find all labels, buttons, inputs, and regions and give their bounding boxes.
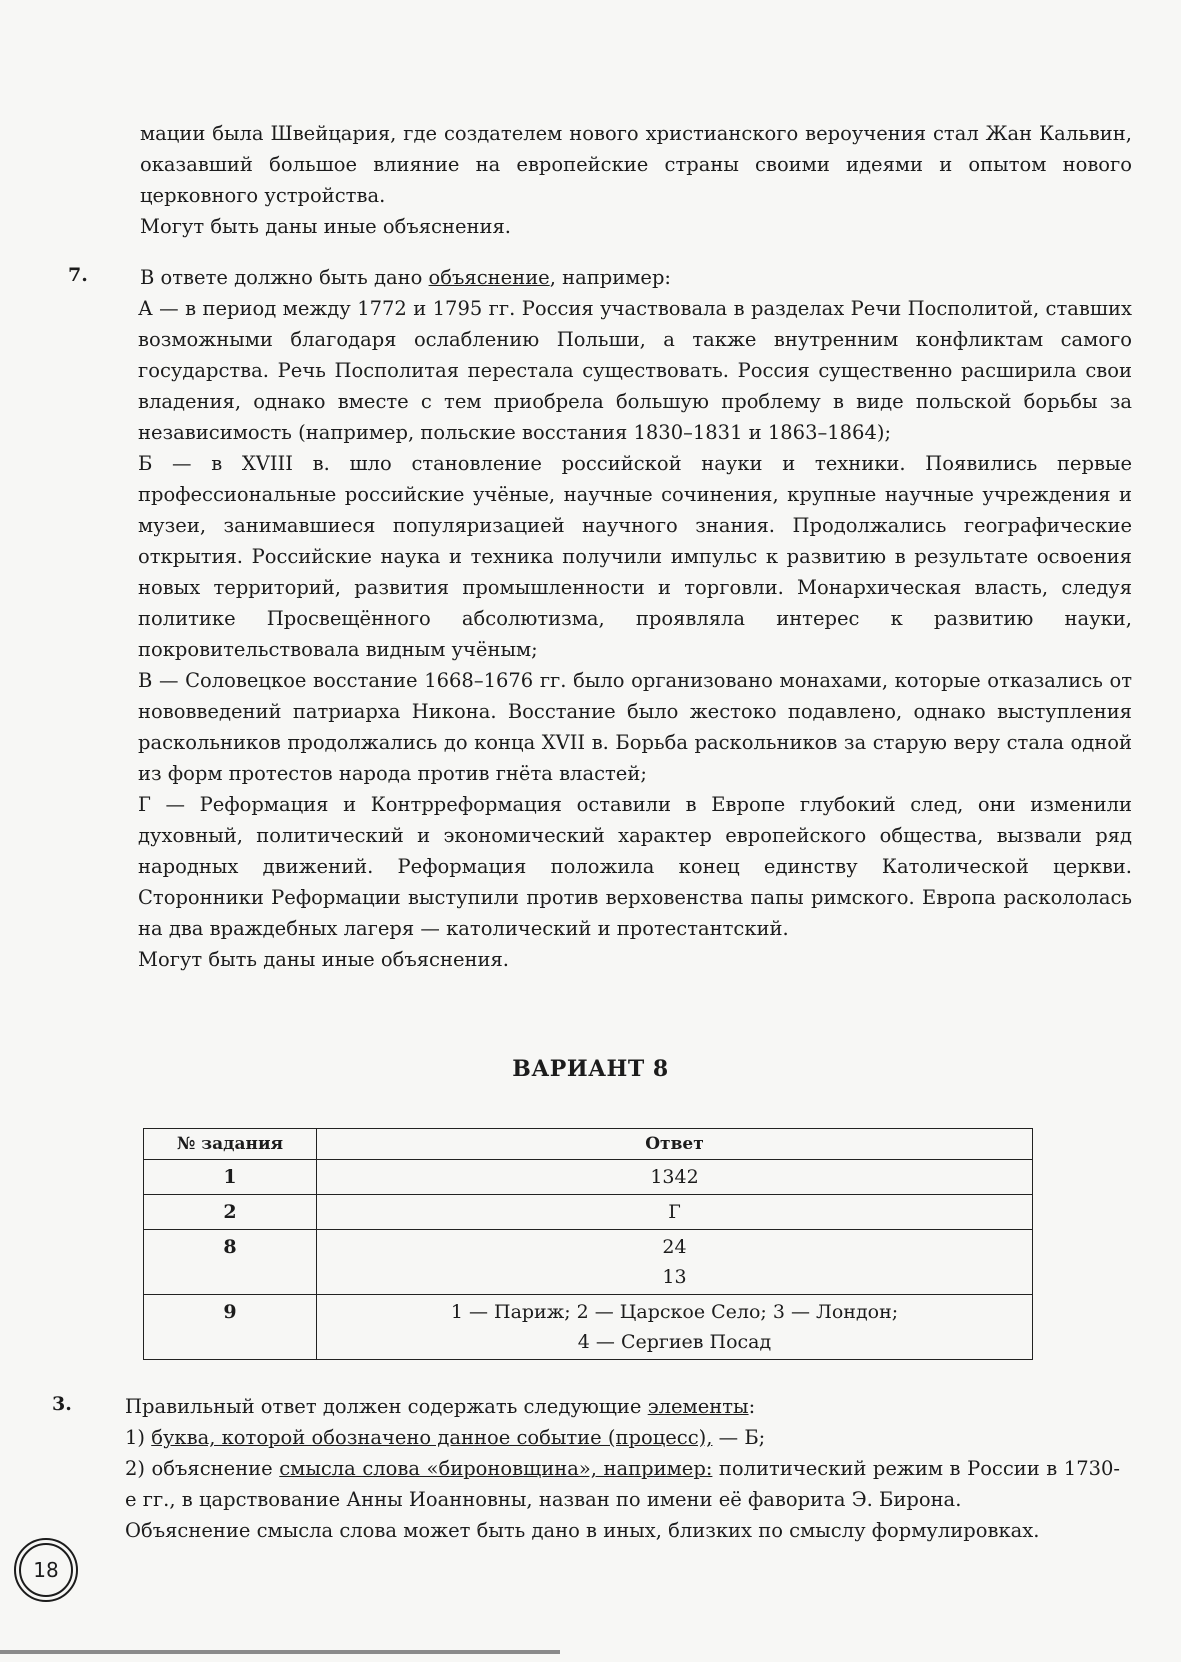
q3-note: Объяснение смысла слова может быть дано в иных, близких по смыслу формулировках. bbox=[125, 1519, 1040, 1542]
q3-element-2: 2) объяснение смысла слова «бироновщина», например: политический режим в России в 1730-е гг., в царствование Анны Иоанновны, назван по имени её фаворита Э. Бирона. bbox=[125, 1457, 1121, 1511]
answer-line: 13 bbox=[662, 1266, 687, 1288]
table-row bbox=[144, 1295, 1033, 1360]
q7-item-g: Г — Реформация и Контрреформация оставили в Европе глубокий след, они изменили духовный, политический и экономический характер европейского общества, вызвали ряд народных движений. Реформация положила конец единству Католической церкви. Сторонники Реформации выступили против верховенства папы римского. Европа раскололась на два враждебных лагеря — католический и протестантский. bbox=[138, 793, 1132, 940]
table-row bbox=[144, 1195, 1033, 1230]
col-answer-header: Ответ bbox=[317, 1129, 1033, 1160]
question-7-answer bbox=[138, 262, 1132, 975]
table-header-row bbox=[144, 1129, 1033, 1160]
task-number: 1 bbox=[144, 1160, 317, 1195]
question-number-7: 7. bbox=[68, 264, 88, 286]
answers-table bbox=[143, 1128, 1033, 1360]
bottom-divider bbox=[0, 1650, 560, 1654]
answer-line: 24 bbox=[662, 1236, 687, 1258]
q3-element-1: 1) буква, которой обозначено данное событие (процесс), — Б; bbox=[125, 1426, 766, 1449]
answer-cell bbox=[317, 1230, 1033, 1295]
q3-intro-underlined: элементы bbox=[647, 1395, 749, 1418]
answer-cell bbox=[317, 1160, 1033, 1195]
page-number-badge bbox=[14, 1538, 78, 1602]
answer-line: 4 — Сергиев Посад bbox=[577, 1331, 772, 1353]
page-number: 18 bbox=[19, 1543, 73, 1597]
task-number: 8 bbox=[144, 1230, 317, 1295]
question-number-3: 3. bbox=[52, 1393, 72, 1415]
table-row bbox=[144, 1160, 1033, 1195]
reformation-paragraph: мации была Швейцария, где создателем нового христианского вероучения стал Жан Кальвин, оказавший большое влияние на европейские страны своими идеями и опытом нового церковного устройства. bbox=[140, 122, 1132, 207]
q7-item-v: В — Соловецкое восстание 1668–1676 гг. было организовано монахами, которые отказались от нововведений патриарха Никона. Восстание было жестоко подавлено, однако выступления раскольников продолжались до конца XVII в. Борьба раскольников за старую веру стала одной из форм протестов народа против гнёта властей; bbox=[138, 669, 1132, 785]
answer-line: Г bbox=[668, 1201, 681, 1223]
q7-other-note: Могут быть даны иные объяснения. bbox=[138, 948, 509, 971]
q7-intro: В ответе должно быть дано объяснение, например: bbox=[140, 266, 671, 289]
table-row bbox=[144, 1230, 1033, 1295]
variant-title: ВАРИАНТ 8 bbox=[512, 1056, 669, 1082]
col-task-header: № задания bbox=[144, 1129, 317, 1160]
answer-cell bbox=[317, 1195, 1033, 1230]
answer-line: 1 — Париж; 2 — Царское Село; 3 — Лондон; bbox=[450, 1301, 899, 1323]
question-3-answer bbox=[125, 1391, 1120, 1546]
answer-cell bbox=[317, 1295, 1033, 1360]
continued-answer-text bbox=[140, 118, 1132, 242]
q7-item-b: Б — в XVIII в. шло становление российской науки и техники. Появились первые профессиональные российские учёные, научные сочинения, крупные научные учреждения и музеи, занимавшиеся популяризацией научного знания. Продолжались географические открытия. Российские наука и техника получили импульс к развитию в результате освоения новых территорий, развития промышленности и торговли. Монархическая власть, следуя политике Просвещённого абсолютизма, проявляла интерес к развитию науки, покровительствовала видным учёным; bbox=[138, 452, 1132, 661]
q7-intro-underlined: объяснение bbox=[428, 266, 550, 289]
task-number: 9 bbox=[144, 1295, 317, 1360]
answer-line: 1342 bbox=[650, 1166, 699, 1188]
q3-intro: Правильный ответ должен содержать следующие элементы: bbox=[125, 1395, 756, 1418]
q7-item-a: А — в период между 1772 и 1795 гг. Россия участвовала в разделах Речи Посполитой, ставших возможными благодаря ослаблению Польши, а также внутренним конфликтам самого государства. Речь Посполитая перестала существовать. Россия существенно расширила свои владения, однако вместе с тем приобрела большую проблему в виде польской борьбы за независимость (например, польские восстания 1830–1831 и 1863–1864); bbox=[138, 297, 1132, 444]
other-explanations-note: Могут быть даны иные объяснения. bbox=[140, 215, 511, 238]
task-number: 2 bbox=[144, 1195, 317, 1230]
